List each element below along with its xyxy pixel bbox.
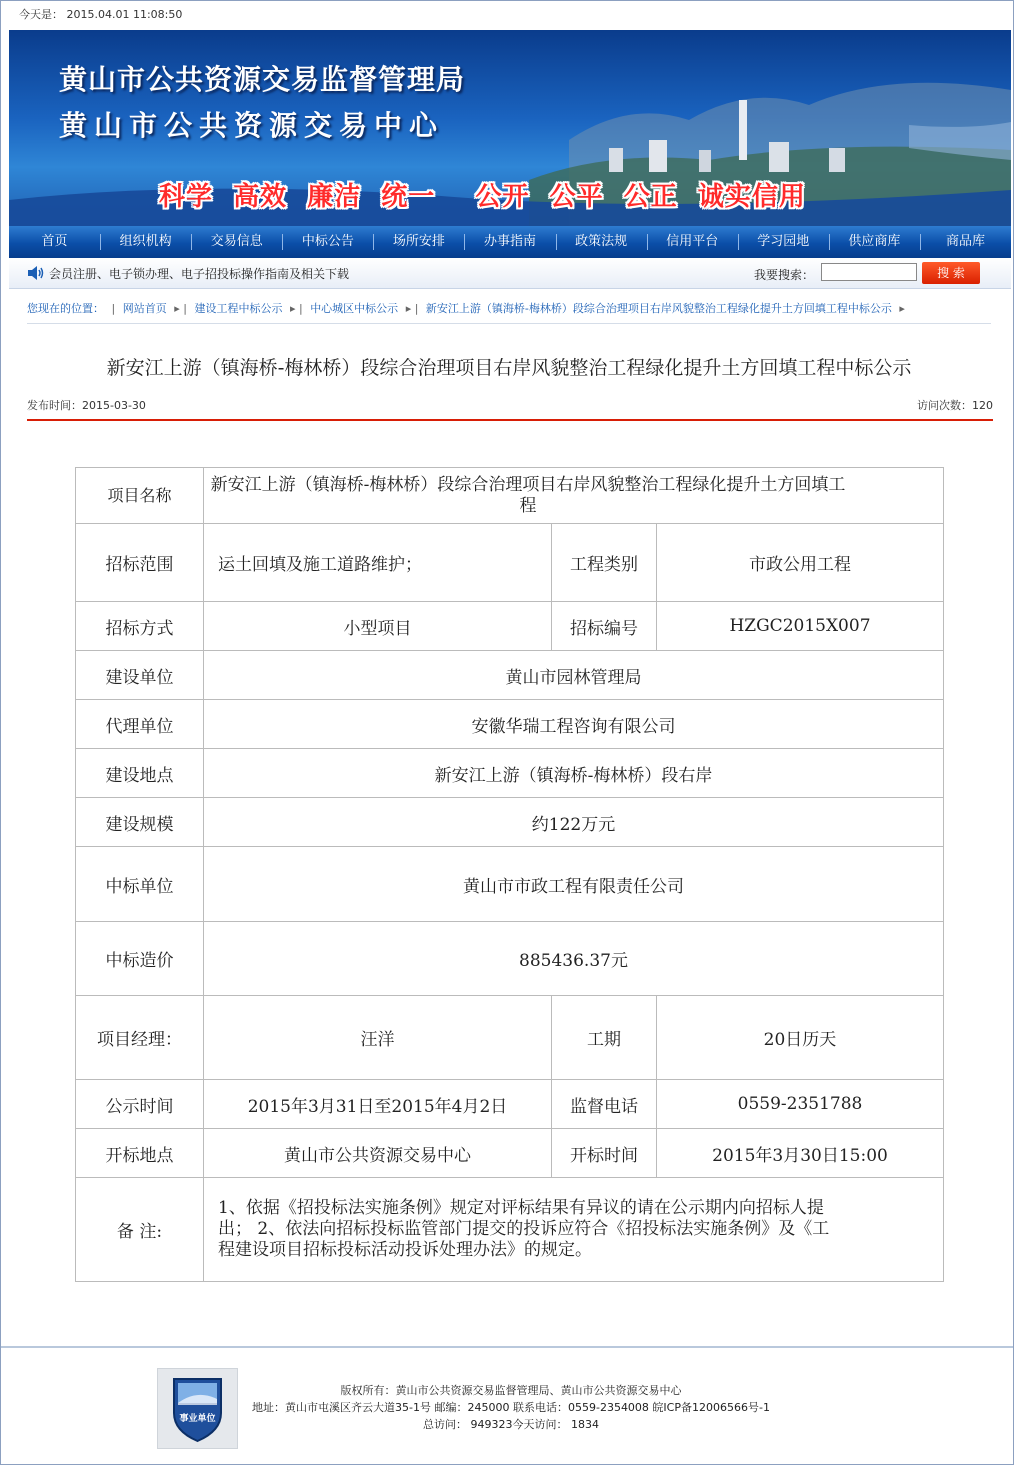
- breadcrumb-separator: ▸ |: [289, 302, 303, 315]
- top-date-bar: [1, 1, 1013, 29]
- table-row: [76, 1080, 944, 1129]
- code-label: 招标编号: [552, 602, 657, 651]
- logo-text: 事业单位: [179, 1414, 216, 1424]
- open-place-value: 黄山市公共资源交易中心: [204, 1129, 552, 1178]
- breadcrumb-separator: ▸ |: [405, 302, 419, 315]
- nav-item-learning[interactable]: 学习园地: [738, 226, 829, 258]
- banner-slogan: 科学 高效 廉洁 统一 公开 公平 公正 诚实信用: [159, 182, 806, 212]
- site-label: 建设地点: [76, 749, 204, 798]
- price-label: 中标造价: [76, 922, 204, 996]
- breadcrumb-current[interactable]: 新安江上游（镇海桥-梅林桥）段综合治理项目右岸风貌整治工程绿化提升土方回填工程中标公示: [425, 302, 892, 315]
- breadcrumb-subcategory[interactable]: 中心城区中标公示: [310, 302, 399, 315]
- remark-label: 备 注:: [76, 1178, 204, 1282]
- site-value: 新安江上游（镇海桥-梅林桥）段右岸: [204, 749, 944, 798]
- period-label: 工期: [552, 996, 657, 1080]
- agent-value: 安徽华瑞工程咨询有限公司: [204, 700, 944, 749]
- winner-value: 黄山市市政工程有限责任公司: [204, 847, 944, 922]
- nav-item-policy[interactable]: 政策法规: [556, 226, 647, 258]
- open-place-label: 开标地点: [76, 1129, 204, 1178]
- table-row: [76, 996, 944, 1080]
- table-row: [76, 700, 944, 749]
- project-name-value: 新安江上游（镇海桥-梅林桥）段综合治理项目右岸风貌整治工程绿化提升土方回填工程: [204, 468, 944, 524]
- remark-value: 1、依据《招投标法实施条例》规定对评标结果有异议的请在公示期内向招标人提出； 2、依法向招标投标监管部门提交的投诉应符合《招投标法实施条例》及《工程建设项目招标投标活动投诉处理办法》的规定。: [204, 1178, 944, 1282]
- nav-item-guide[interactable]: 办事指南: [464, 226, 555, 258]
- speaker-icon: [27, 265, 45, 281]
- footer-divider: [1, 1346, 1013, 1348]
- award-info-table: [75, 467, 944, 1282]
- notice-link[interactable]: 会员注册、电子锁办理、电子招投标操作指南及相关下载: [49, 267, 350, 281]
- title-divider: [27, 419, 993, 421]
- footer-address: 地址：黄山市屯溪区齐云大道35-1号 邮编：245000 联系电话：0559-2354008 皖ICP备12006566号-1: [252, 1401, 770, 1414]
- nav-item-home[interactable]: 首页: [41, 234, 68, 249]
- breadcrumb-home[interactable]: 网站首页: [122, 302, 167, 315]
- nav-item-trade-info[interactable]: 交易信息: [191, 226, 282, 258]
- phone-value: 0559-2351788: [657, 1080, 944, 1129]
- search-input[interactable]: [821, 263, 917, 281]
- project-name-label: [76, 468, 204, 524]
- phone-label: 监督电话: [552, 1080, 657, 1129]
- breadcrumb-separator: |: [111, 302, 116, 315]
- winner-label: 中标单位: [76, 847, 204, 922]
- banner-title-center: 黄山市公共资源交易中心: [59, 109, 445, 142]
- table-row: [76, 1178, 944, 1282]
- period-value: 20日历天: [657, 996, 944, 1080]
- notice-time-value: 2015年3月31日至2015年4月2日: [204, 1080, 552, 1129]
- scope-label: 招标范围: [76, 524, 204, 602]
- public-institution-logo: [157, 1368, 238, 1449]
- project-name-label-text: 项目名称: [107, 485, 172, 505]
- breadcrumb-separator: ▸ |: [174, 302, 187, 315]
- scope-value: 运土回填及施工道路维护；: [204, 524, 552, 602]
- manager-value: 汪洋: [204, 996, 552, 1080]
- nav-item-supplier[interactable]: 供应商库: [829, 226, 920, 258]
- breadcrumb-lead: 您现在的位置：: [27, 302, 104, 315]
- footer-copyright: 版权所有：黄山市公共资源交易监督管理局、黄山市公共资源交易中心: [340, 1384, 682, 1397]
- current-date: 今天是： 2015.04.01 11:08:50: [19, 8, 183, 21]
- search-button[interactable]: 搜 索: [922, 262, 980, 284]
- nav-item-credit[interactable]: 信用平台: [647, 226, 738, 258]
- nav-item-venue[interactable]: 场所安排: [373, 226, 464, 258]
- table-row: [76, 651, 944, 700]
- table-row: [76, 798, 944, 847]
- table-row: [76, 1129, 944, 1178]
- notice-time-label: 公示时间: [76, 1080, 204, 1129]
- category-label: 工程类别: [552, 524, 657, 602]
- table-row: [76, 524, 944, 602]
- open-time-label: 开标时间: [552, 1129, 657, 1178]
- search-label: 我要搜索：: [754, 268, 815, 282]
- price-value: 885436.37元: [204, 922, 944, 996]
- table-row: [76, 922, 944, 996]
- breadcrumb-arrow: ▸: [899, 302, 905, 315]
- article-meta: [27, 397, 993, 413]
- method-label: 招标方式: [76, 602, 204, 651]
- footer-info: [241, 1382, 781, 1433]
- builder-label: 建设单位: [76, 651, 204, 700]
- nav-item-products[interactable]: 商品库: [920, 226, 1011, 258]
- shield-icon: [158, 1369, 237, 1448]
- visit-count: 访问次数：120: [917, 399, 993, 412]
- table-row: [76, 468, 944, 524]
- agent-label: 代理单位: [76, 700, 204, 749]
- scale-label: 建设规模: [76, 798, 204, 847]
- main-nav: [9, 226, 1011, 258]
- open-time-value: 2015年3月30日15:00: [657, 1129, 944, 1178]
- notice-bar: [9, 258, 1011, 289]
- nav-item-organization[interactable]: 组织机构: [100, 226, 191, 258]
- table-row: [76, 602, 944, 651]
- method-value: 小型项目: [204, 602, 552, 651]
- code-value: HZGC2015X007: [657, 602, 944, 651]
- table-row: [76, 847, 944, 922]
- footer-visits: 总访问： 949323今天访问： 1834: [423, 1418, 599, 1431]
- banner-title-bureau: 黄山市公共资源交易监督管理局: [59, 63, 466, 96]
- site-banner: [9, 30, 1011, 226]
- breadcrumb: [27, 299, 991, 324]
- manager-label: 项目经理：: [76, 996, 204, 1080]
- category-value: 市政公用工程: [657, 524, 944, 602]
- builder-value: 黄山市园林管理局: [204, 651, 944, 700]
- table-row: [76, 749, 944, 798]
- breadcrumb-category[interactable]: 建设工程中标公示: [194, 302, 283, 315]
- publish-time: 发布时间：2015-03-30: [27, 399, 146, 412]
- article-title: 新安江上游（镇海桥-梅林桥）段综合治理项目右岸风貌整治工程绿化提升土方回填工程中标公示: [106, 357, 912, 379]
- scale-value: 约122万元: [204, 798, 944, 847]
- nav-item-award-notice[interactable]: 中标公告: [282, 226, 373, 258]
